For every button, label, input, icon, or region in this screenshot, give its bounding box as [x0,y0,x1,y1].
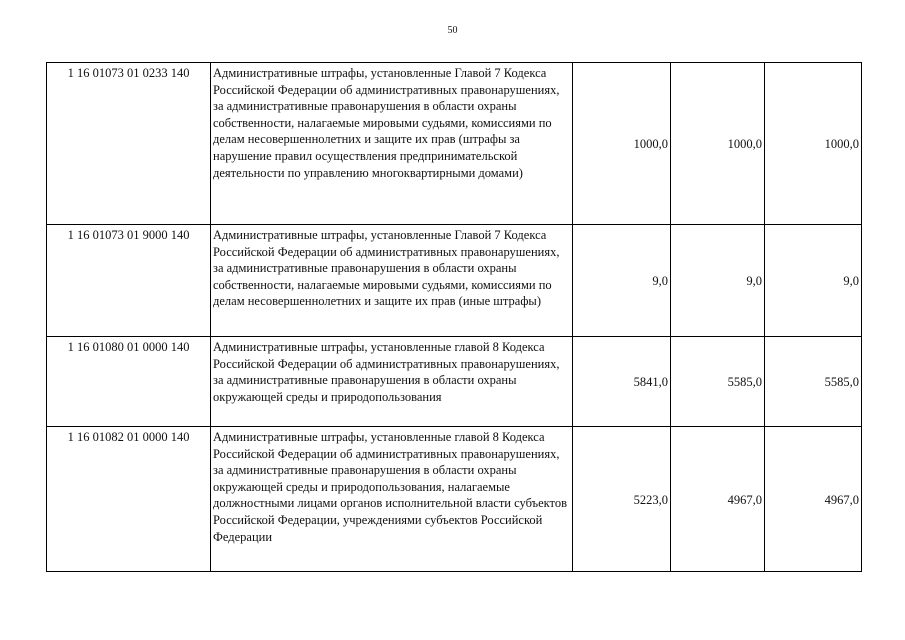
budget-code-cell: 1 16 01073 01 9000 140 [47,225,211,337]
value-cell-2: 9,0 [671,225,765,337]
description-cell: Административные штрафы, установленные главой 8 Кодекса Российской Федерации об административных правонарушениях, за административные правонарушения в области охраны окружающей среды и природопользования, налагаемые должностными лицами органов исполнительной власти субъектов Российской Федерации, учреждениями субъектов Российской Федерации [211,427,573,572]
value-cell-3: 1000,0 [765,63,862,225]
table-row [47,63,862,225]
budget-code-cell: 1 16 01082 01 0000 140 [47,427,211,572]
table-row [47,427,862,572]
value-cell-3: 5585,0 [765,337,862,427]
value-cell-1: 1000,0 [573,63,671,225]
budget-revenue-table [46,62,862,572]
table-row [47,225,862,337]
value-cell-1: 5841,0 [573,337,671,427]
value-cell-1: 5223,0 [573,427,671,572]
description-cell: Административные штрафы, установленные Главой 7 Кодекса Российской Федерации об административных правонарушениях, за административные правонарушения в области охраны собственности, налагаемые мировыми судьями, комиссиями по делам несовершеннолетних и защите их прав (штрафы за нарушение правил осуществления предпринимательской деятельности по управлению многоквартирными домами) [211,63,573,225]
description-cell: Административные штрафы, установленные главой 8 Кодекса Российской Федерации об административных правонарушениях, за административные правонарушения в области охраны окружающей среды и природопользования [211,337,573,427]
budget-code-cell: 1 16 01073 01 0233 140 [47,63,211,225]
value-cell-2: 4967,0 [671,427,765,572]
budget-code-cell: 1 16 01080 01 0000 140 [47,337,211,427]
page-number: 50 [447,25,458,36]
description-cell: Административные штрафы, установленные Главой 7 Кодекса Российской Федерации об административных правонарушениях, за административные правонарушения в области охраны собственности, налагаемые мировыми судьями, комиссиями по делам несовершеннолетних и защите их прав (иные штрафы) [211,225,573,337]
value-cell-2: 5585,0 [671,337,765,427]
value-cell-1: 9,0 [573,225,671,337]
value-cell-3: 4967,0 [765,427,862,572]
table-row [47,337,862,427]
value-cell-3: 9,0 [765,225,862,337]
value-cell-2: 1000,0 [671,63,765,225]
